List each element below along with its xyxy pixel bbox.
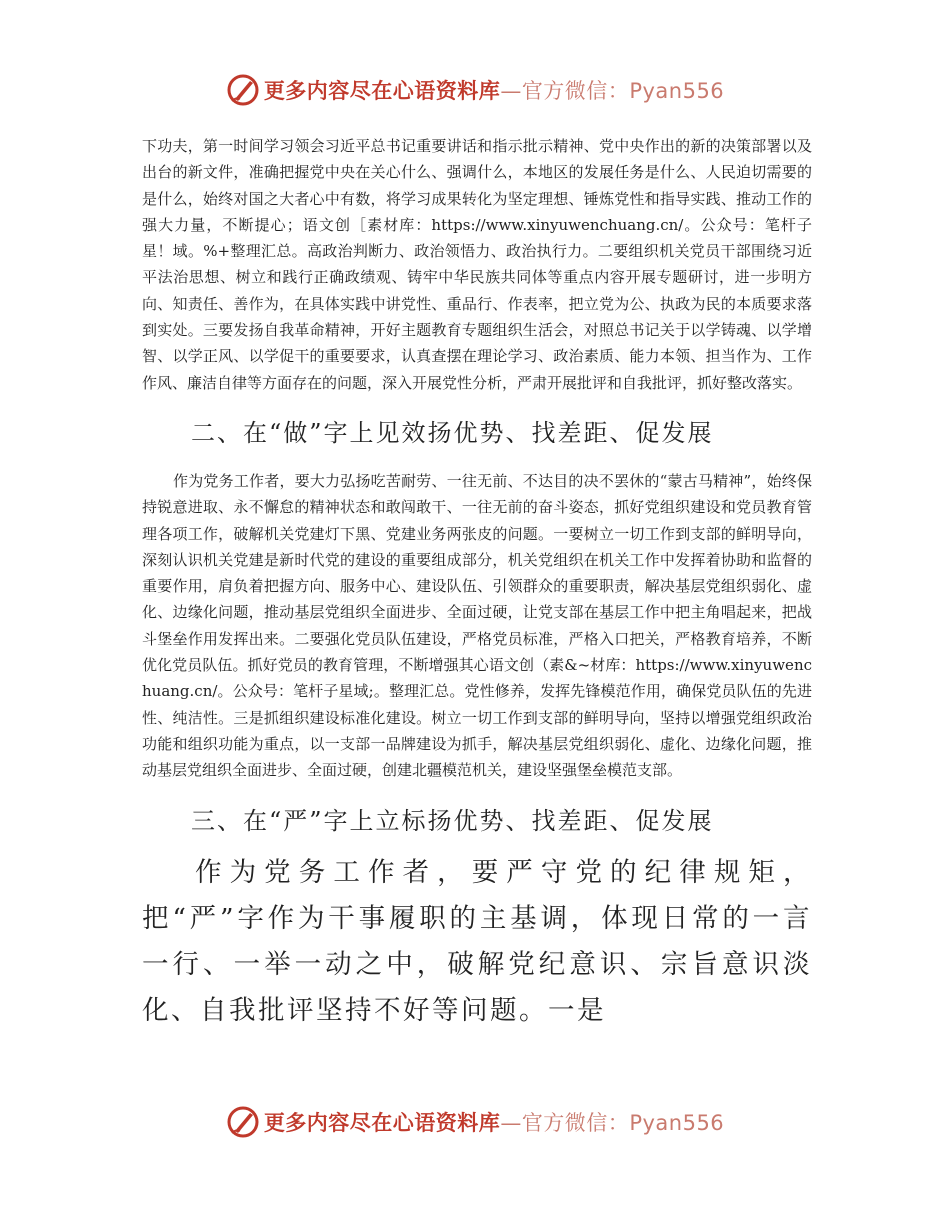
section-heading-2: 二、在“做”字上见效扬优势、找差距、促发展 [191,418,714,447]
document-body [142,133,812,1034]
section-heading-3: 三、在“严”字上立标扬优势、找差距、促发展 [191,806,714,835]
quill-logo-icon [226,73,260,107]
footer-banner-text: 更多内容尽在心语资料库—官方微信：Pyan556 [263,1111,725,1135]
header-banner-text: 更多内容尽在心语资料库—官方微信：Pyan556 [263,79,725,103]
quill-logo-icon [226,1105,260,1139]
paragraph-1: 下功夫，第一时间学习领会习近平总书记重要讲话和指示批示精神、党中央作出的新的决策部署以及出台的新文件，准确把握党中央在关心什么、强调什么，本地区的发展任务是什么、人民迫切需要的是什么，始终对国之大者心中有数，将学习成果转化为坚定理想、锤炼党性和指导实践、推动工作的强大力量，不断提心；语文创［素材库：https://www.xinyuwenchuang.cn/。公众号：笔杆子星！域。%+整理汇总。高政治判断力、政治领悟力、政治执行力。二要组织机关党员干部围绕习近平法治思想、树立和践行正确政绩观、铸牢中华民族共同体等重点内容开展专题研讨，进一步明方向、知责任、善作为，在具体实践中讲党性、重品行、作表率，把立党为公、执政为民的本质要求落到实处。三要发扬自我革命精神，开好主题教育专题组织生活会，对照总书记关于以学铸魂、以学增智、以学正风、以学促干的重要要求，认真查摆在理论学习、政治素质、能力本领、担当作为、工作作风、廉洁自律等方面存在的问题，深入开展党性分析，严肃开展批评和自我批评，抓好整改落实。 [142,137,812,392]
paragraph-2: 作为党务工作者，要大力弘扬吃苦耐劳、一往无前、不达目的决不罢休的“蒙古马精神”，始终保持锐意进取、永不懈怠的精神状态和敢闯敢干、一往无前的奋斗姿态，抓好党组织建设和党员教育管理各项工作，破解机关党建灯下黑、党建业务两张皮的问题。一要树立一切工作到支部的鲜明导向，深刻认识机关党建是新时代党的建设的重要组成部分，机关党组织在机关工作中发挥着协助和监督的重要作用，肩负着把握方向、服务中心、建设队伍、引领群众的重要职责，解决基层党组织弱化、虚化、边缘化问题，推动基层党组织全面进步、全面过硬，让党支部在基层工作中把主角唱起来，把战斗堡垒作用发挥出来。二要强化党员队伍建设，严格党员标准，严格入口把关，严格教育培养，不断优化党员队伍。抓好党员的教育管理，不断增强其心语文创（素&~材库：https://www.xinyuwenchuang.cn/。公众号：笔杆子星域;。整理汇总。党性修养，发挥先锋模范作用，确保党员队伍的先进性、纯洁性。三是抓组织建设标准化建设。树立一切工作到支部的鲜明导向，坚持以增强党组织政治功能和组织功能为重点，以一支部一品牌建设为抓手，解决基层党组织弱化、虚化、边缘化问题，推动基层党组织全面进步、全面过硬，创建北疆模范机关，建设坚强堡垒模范支部。 [142,471,812,780]
header-banner [0,65,950,115]
footer-banner [0,1097,950,1147]
paragraph-3: 作为党务工作者，要严守党的纪律规矩，把“严”字作为干事履职的主基调，体现日常的一言一行、一举一动之中，破解党纪意识、宗旨意识淡化、自我批评坚持不好等问题。一是 [142,856,812,1026]
